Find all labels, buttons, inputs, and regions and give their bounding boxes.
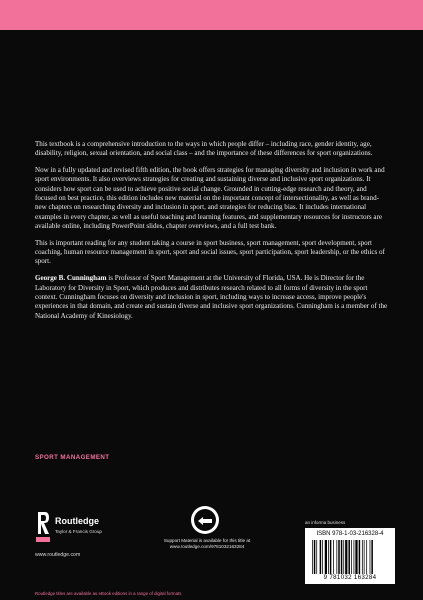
publisher-url[interactable]: www.routledge.com xyxy=(35,552,81,558)
support-line-2[interactable]: www.routledge.com/9781032163284 xyxy=(169,544,245,549)
top-accent-band xyxy=(0,0,423,30)
routledge-logo-icon xyxy=(35,510,51,544)
barcode-digits: 9 781032 163284 xyxy=(323,574,377,581)
subject-category: SPORT MANAGEMENT xyxy=(35,454,110,461)
publisher-name: Routledge xyxy=(55,516,99,526)
blurb-paragraph-audience: This is important reading for any student taking a course in sport business, sport management, sport development, sport coaching, human resource management in sport, sport and social issues, sport participation, sport leadership, or the ethics of sport. xyxy=(35,238,385,266)
barcode-icon xyxy=(311,540,389,574)
support-material-block xyxy=(148,505,266,565)
support-material-badge-icon xyxy=(189,505,221,535)
author-bio xyxy=(35,274,390,320)
author-name: George B. Cunningham xyxy=(35,274,107,283)
isbn-barcode-box xyxy=(305,528,395,584)
blurb-paragraph-edition: Now in a fully updated and revised fifth edition, the book offers strategies for managing diversity and inclusion in work and sport environments. It also overviews strategies for creating and sustaining diverse and inclusive sport organizations. It considers how sport can be used to achieve positive social change. Grounded in cutting-edge research and theory, and focused on best practice, this edition includes new material on the important concept of intersectionality, as well as brand-new chapters on researching diversity and inclusion in sport, and strategies for reducing bias. It includes international examples in every chapter, as well as useful teaching and learning features, and supplementary resources for instructors are available online, including PowerPoint slides, chapter overviews, and a full test bank. xyxy=(35,166,385,230)
informa-label: an informa business xyxy=(305,520,346,525)
support-material-text xyxy=(148,538,266,550)
ebook-footnote: Routledge titles are available as eBook editions in a range of digital formats xyxy=(35,591,182,596)
support-line-1: Support Material is available for this title at xyxy=(163,538,251,543)
publisher-block xyxy=(35,510,155,560)
publisher-subtitle: Taylor & Francis Group xyxy=(55,529,102,534)
blurb-paragraph-intro: This textbook is a comprehensive introduction to the ways in which people differ – including race, gender identity, age, disability, religion, sexual orientation, and social class – and the importance of these differences for sport organizations. xyxy=(35,140,373,158)
back-cover-blurb xyxy=(35,140,390,328)
author-bio-text: is Professor of Sport Management at the University of Florida, USA. He is Director for the Laboratory for Diversity in Sport, which produces and distributes research related to all forms of diversity in the sport context. Cunningham focuses on diversity and inclusion in sport, including ways to increase access, improve people's experiences in that domain, and create and sustain diverse and inclusive sport organizations. Cunningham is a member of the National Academy of Kinesiology. xyxy=(35,274,388,320)
isbn-label: ISBN 978-1-03-216328-4 xyxy=(316,531,384,537)
